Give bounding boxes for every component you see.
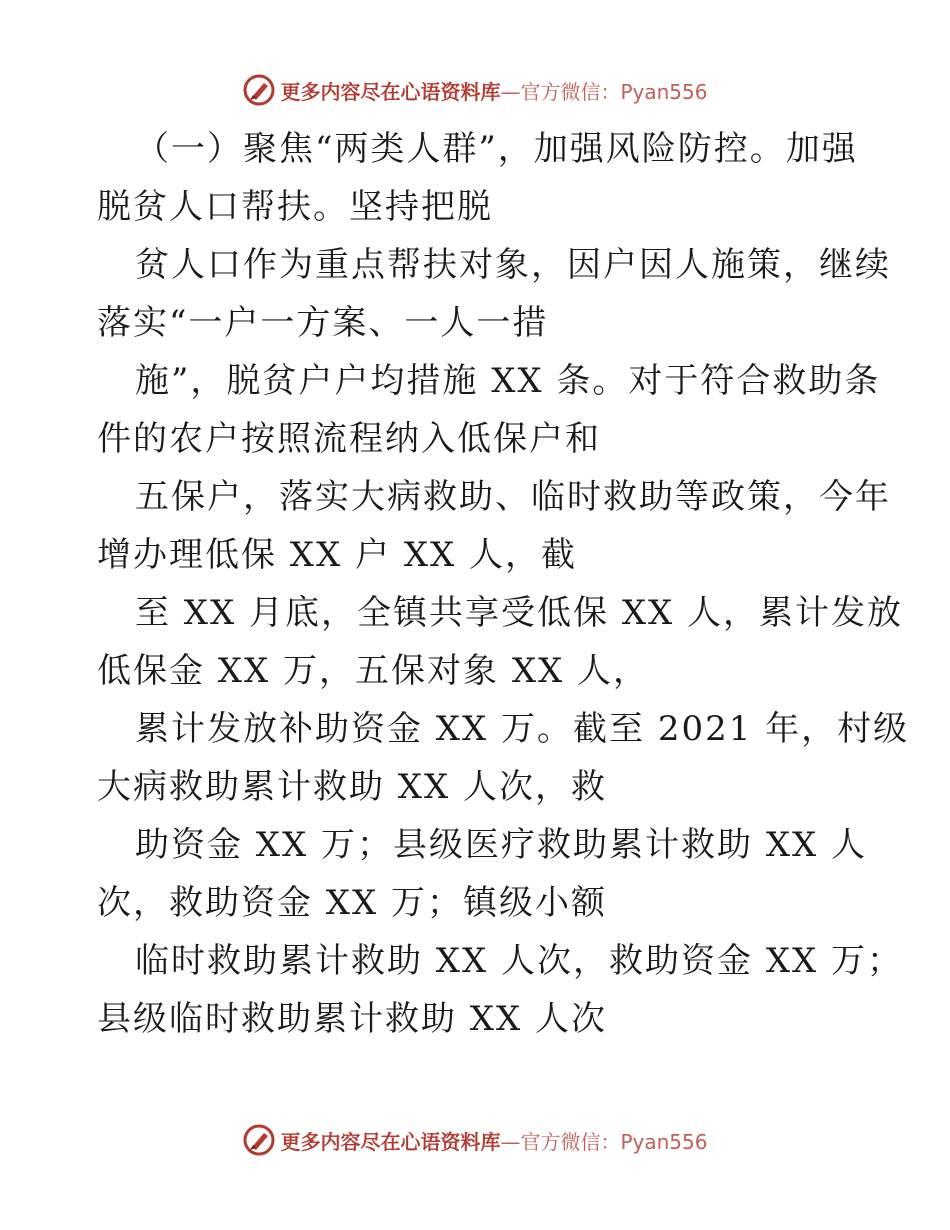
paragraph-line: 五保户，落实大病救助、临时救助等政策，今年 (135, 477, 891, 517)
paragraph-1 (97, 120, 857, 236)
pen-nib-circle-logo-icon (242, 1123, 276, 1157)
paragraph-line: 大病救助累计救助 XX 人次，救 (97, 767, 608, 807)
paragraph-line: 次，救助资金 XX 万；镇级小额 (97, 883, 608, 923)
paragraph-line: 县级临时救助累计救助 XX 人次 (97, 999, 608, 1039)
paragraph-line: 落实“一户一方案、一人一措 (97, 303, 549, 343)
paragraph-line: 增办理低保 XX 户 XX 人，截 (97, 535, 578, 575)
paragraph-line: 至 XX 月底，全镇共享受低保 XX 人，累计发放 (135, 593, 904, 633)
paragraph-2 (97, 236, 891, 352)
paragraph-line: 施”，脱贫户户均措施 XX 条。对于符合救助条 (135, 361, 881, 401)
paragraph-3 (97, 352, 881, 468)
paragraph-line: 脱贫人口帮扶。坚持把脱 (97, 187, 493, 227)
header-banner (0, 70, 950, 110)
paragraph-8 (97, 932, 904, 1048)
paragraph-line: （一）聚焦“两类人群”，加强风险防控。加强 (135, 129, 858, 169)
paragraph-line: 低保金 XX 万，五保对象 XX 人， (97, 651, 650, 691)
paragraph-4 (97, 468, 891, 584)
paragraph-6 (97, 700, 910, 816)
paragraph-line: 临时救助累计救助 XX 人次，救助资金 XX 万； (135, 941, 904, 981)
document-body (97, 120, 910, 1048)
footer-banner (0, 1120, 950, 1160)
header-official-wechat: —官方微信：Pyan556 (500, 79, 708, 104)
paragraph-line: 贫人口作为重点帮扶对象，因户因人施策，继续 (135, 245, 891, 285)
paragraph-line: 件的农户按照流程纳入低保户和 (97, 419, 601, 459)
paragraph-line: 助资金 XX 万；县级医疗救助累计救助 XX 人 (135, 825, 868, 865)
footer-brand-text: 更多内容尽在心语资料库 (280, 1129, 501, 1154)
paragraph-5 (97, 584, 904, 700)
pen-nib-circle-logo-icon (242, 73, 276, 107)
paragraph-7 (97, 816, 868, 932)
paragraph-line: 累计发放补助资金 XX 万。截至 2021 年，村级 (135, 709, 910, 749)
header-brand-text: 更多内容尽在心语资料库 (280, 79, 501, 104)
footer-official-wechat: —官方微信：Pyan556 (500, 1129, 708, 1154)
